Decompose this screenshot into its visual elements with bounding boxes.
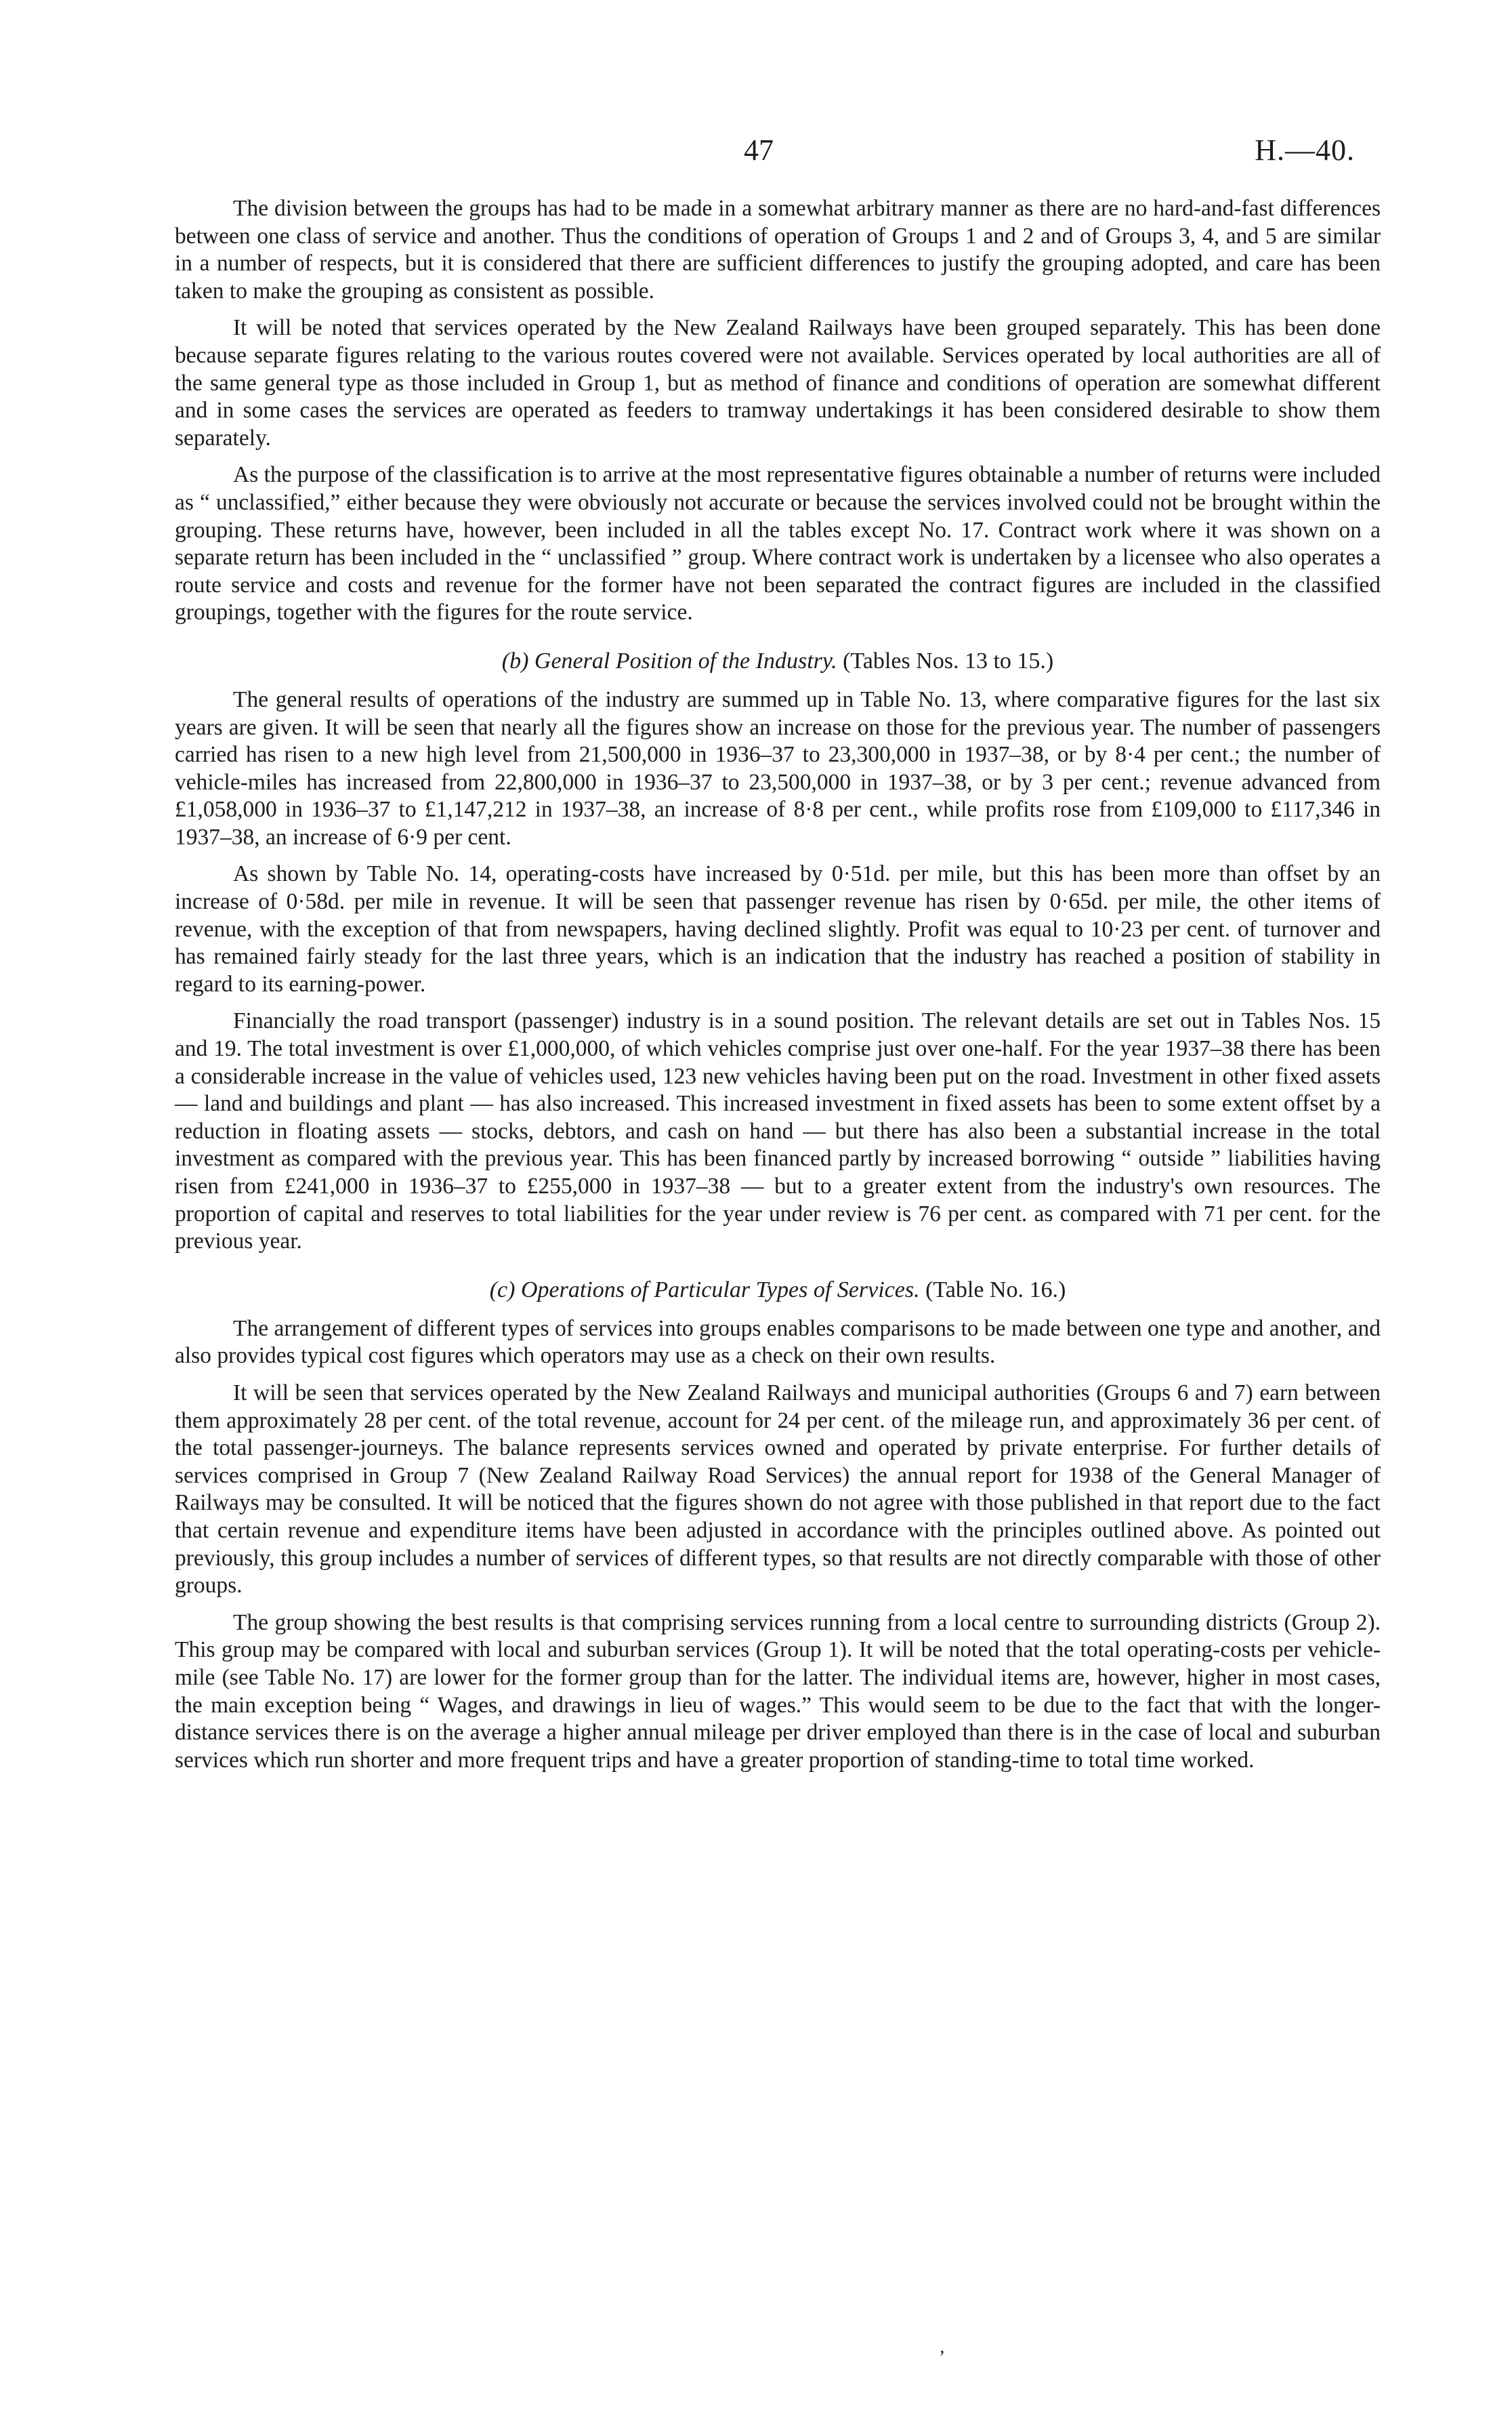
section-b-label: (b) [501, 648, 529, 674]
intro-paragraph-2: It will be noted that services operated by the New Zealand Railways have been grouped separately. This has been done because separate figures relating to the various routes covered were not available. Services operated by local authorities are all of the same general type as those included in Group 1, but as method of finance and conditions of operation are somewhat different and in some cases the services are operated as feeders to tramway undertakings it has been considered desirable to show them separately. [175, 315, 1381, 451]
section-c-paragraph-1: The arrangement of different types of services into groups enables comparisons to be made between one type and another, and also provides typical cost figures which operators may use as a check on their own results. [175, 1315, 1381, 1369]
intro-paragraph-1: The division between the groups has had to be made in a somewhat arbitrary manner as there are no hard-and-fast differences between one class of service and another. Thus the conditions of operation of Groups 1 and 2 and of Groups 3, 4, and 5 are similar in a number of respects, but it is considered that there are sufficient differences to justify the grouping adopted, and care has been taken to make the grouping as consistent as possible. [175, 196, 1381, 304]
document-reference: H.—40. [1255, 133, 1355, 167]
section-b-paragraph-3: Financially the road transport (passenger) industry is in a sound position. The relevant details are set out in Tables Nos. 15 and 19. The total investment is over £1,000,000, of which vehicles comprise just over one-half. For the year 1937–38 there has been a considerable increase in the value of vehicles used, 123 new vehicles having been put on the road. Investment in other fixed assets — land and buildings and plant — has also increased. This increased investment in fixed assets has been to some extent offset by a reduction in floating assets — stocks, debtors, and cash on hand — but there has also been a substantial increase in the total investment as compared with the previous year. This has been financed partly by increased borrowing “ outside ” liabilities having risen from £241,000 in 1936–37 to £255,000 in 1937–38 — but to a greater extent from the industry's own resources. The proportion of capital and reserves to total liabilities for the year under review is 76 per cent. as compared with 71 per cent. for the previous year. [175, 1008, 1381, 1254]
section-c-heading [175, 1276, 1381, 1304]
section-b-paragraph-1: The general results of operations of the industry are summed up in Table No. 13, where comparative figures for the last six years are given. It will be seen that nearly all the figures show an increase on those for the previous year. The number of passengers carried has risen to a new high level from 21,500,000 in 1936–37 to 23,300,000 in 1937–38, or by 8·4 per cent.; the number of vehicle-miles has increased from 22,800,000 in 1936–37 to 23,500,000 in 1937–38, or by 3 per cent.; revenue advanced from £1,058,000 in 1936–37 to £1,147,212 in 1937–38, an increase of 8·8 per cent., while profits rose from £109,000 to £117,346 in 1937–38, an increase of 6·9 per cent. [175, 686, 1381, 850]
section-b-paragraph-2: As shown by Table No. 14, operating-costs have increased by 0·51d. per mile, but this has been more than offset by an increase of 0·58d. per mile in revenue. It will be seen that passenger revenue has risen by 0·65d. per mile, the other items of revenue, with the exception of that from newspapers, having declined slightly. Profit was equal to 10·23 per cent. of turnover and has remained fairly steady for the last three years, which is an indication that the industry has reached a position of stability in regard to its earning-power. [175, 861, 1381, 997]
page-body [175, 195, 1381, 1784]
section-c-title: Operations of Particular Types of Services. [520, 1277, 920, 1302]
section-b-heading [175, 647, 1381, 676]
page-header [0, 133, 1512, 173]
section-c-table-ref: (Table No. 16.) [925, 1277, 1066, 1302]
section-c-paragraph-2: It will be seen that services operated by the New Zealand Railways and municipal authorities (Groups 6 and 7) earn between them approximately 28 per cent. of the total revenue, account for 24 per cent. of the mileage run, and approximately 36 per cent. of the total passenger-journeys. The balance represents services owned and operated by private enterprise. For further details of services comprised in Group 7 (New Zealand Railway Road Services) the annual report for 1938 of the General Manager of Railways may be consulted. It will be noticed that the figures shown do not agree with those published in that report due to the fact that certain revenue and expenditure items have been adjusted in accordance with the principles outlined above. As pointed out previously, this group includes a number of services of different types, so that results are not directly comparable with those of other groups. [175, 1380, 1381, 1599]
stray-print-mark: ‚ [939, 2336, 946, 2357]
page-number: 47 [744, 133, 774, 167]
section-b-table-ref: (Tables Nos. 13 to 15.) [843, 648, 1054, 674]
section-c-label: (c) [489, 1277, 516, 1302]
intro-paragraph-3: As the purpose of the classification is to arrive at the most representative figures obtainable a number of returns were included as “ unclassified,” either because they were obviously not accurate or because the services involved could not be brought within the grouping. These returns have, however, been included in all the tables except No. 17. Contract work where it was shown on a separate return has been included in the “ unclassified ” group. Where contract work is undertaken by a licensee who also operates a route service and costs and revenue for the former have not been separated the contract figures are included in the classified groupings, together with the figures for the route service. [175, 462, 1381, 625]
section-c-paragraph-3: The group showing the best results is that comprising services running from a local centre to surrounding districts (Group 2). This group may be compared with local and suburban services (Group 1). It will be noted that the total operating-costs per vehicle-mile (see Table No. 17) are lower for the former group than for the latter. The individual items are, however, higher in most cases, the main exception being “ Wages, and drawings in lieu of wages.” This would seem to be due to the fact that with the longer-distance services there is on the average a higher annual mileage per driver employed than there is in the case of local and suburban services which run shorter and more frequent trips and have a greater proportion of standing-time to total time worked. [175, 1609, 1381, 1773]
section-b-title: General Position of the Industry. [534, 648, 837, 674]
